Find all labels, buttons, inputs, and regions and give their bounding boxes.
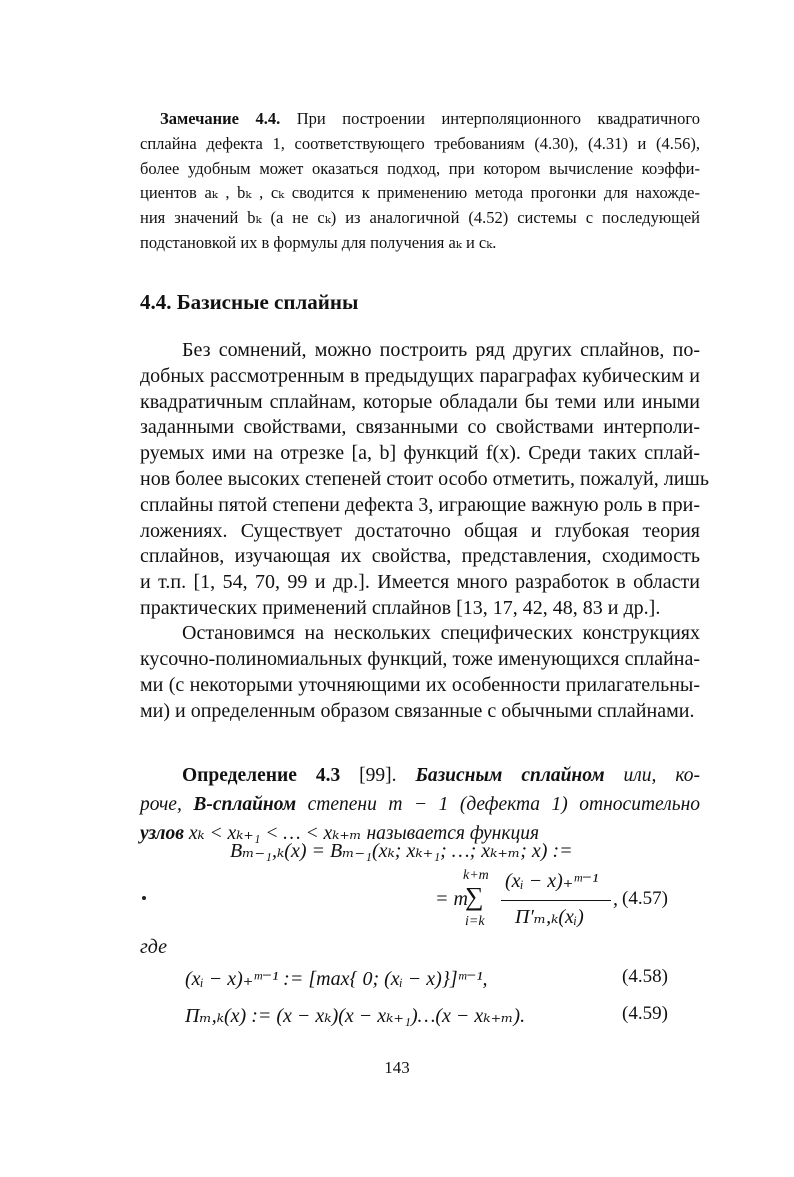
formula-4-58: (xᵢ − x)₊ᵐ⁻¹ := [max{ 0; (xᵢ − x)}]ᵐ⁻¹, xyxy=(185,968,488,990)
definition-4-3 xyxy=(140,761,700,848)
sum-upper-limit: k+m xyxy=(463,868,489,883)
definition-text: роче, xyxy=(140,794,194,815)
definition-term: Базисным сплайном xyxy=(415,765,605,786)
fraction-numerator: (xᵢ − x)₊ᵐ⁻¹ xyxy=(505,870,599,892)
definition-line xyxy=(140,790,700,819)
definition-line xyxy=(140,761,700,790)
remark-line: более удобным может оказаться подход, при котором вычисление коэффи- xyxy=(140,158,700,178)
definition-term: B-сплайном xyxy=(193,794,297,815)
formula-4-59: Πₘ,ₖ(x) := (x − xₖ)(x − xₖ₊₁)…(x − xₖ₊ₘ). xyxy=(185,1005,526,1027)
text-line: ложениях. Существует достаточно общая и глубокая теория xyxy=(140,519,700,542)
remark-title: Замечание 4.4. xyxy=(160,109,281,128)
equation-number: (4.58) xyxy=(622,966,668,987)
comma: , xyxy=(613,888,618,910)
definition-label: Определение 4.3 xyxy=(182,765,341,786)
page-number: 143 xyxy=(384,1058,410,1077)
formula-4-57-line2 xyxy=(435,868,618,938)
remark-line: Замечание 4.4. При построении интерполяционного квадратичного xyxy=(160,109,700,128)
fraction-denominator: Π′ₘ,ₖ(xᵢ) xyxy=(515,906,584,928)
remark-line: циентов aₖ , bₖ , cₖ сводится к применению метода прогонки для нахожде- xyxy=(140,183,700,203)
equation-number: (4.59) xyxy=(622,1003,668,1024)
where-label: где xyxy=(140,936,168,958)
text-line: добных рассмотренным в предыдущих параграфах кубическим и xyxy=(140,364,700,387)
definition-term: узлов xyxy=(140,823,184,844)
paragraph-2 xyxy=(140,620,700,724)
text-line: Остановимся на нескольких специфических конструкциях xyxy=(182,622,700,644)
text-line: заданными свойствами, связанными со свойствами интерполи- xyxy=(140,416,700,439)
paragraph-1 xyxy=(140,338,709,622)
text-line: сплайнов, изучающая их свойства, представления, сходимость xyxy=(140,545,700,568)
text-line: руемых ими на отрезке [a, b] функций f(x). Среди таких сплай- xyxy=(140,442,700,465)
remark-4-4 xyxy=(140,107,700,256)
text-line: нов более высоких степеней стоит особо отметить, пожалуй, лишь xyxy=(140,467,709,490)
definition-text: xₖ < xₖ₊₁ < … < xₖ₊ₘ называется функция xyxy=(184,823,540,844)
text-line: кусочно-полиномиальных функций, тоже именующихся сплайна- xyxy=(140,648,700,670)
definition-text: степени m − 1 (дефекта 1) относительно xyxy=(296,794,700,815)
text-line: квадратичным сплайнам, которые обладали бы теми или иными xyxy=(140,390,700,413)
sum-symbol: ∑ xyxy=(465,882,484,911)
text-line: ми (с некоторыми уточняющими их особенности прилагательны- xyxy=(140,674,700,696)
scan-speck xyxy=(142,896,146,900)
text-line: сплайны пятой степени дефекта 3, играющие важную роль в при- xyxy=(140,493,700,516)
text-line: и т.п. [1, 54, 70, 99 и др.]. Имеется много разработок в области xyxy=(140,571,700,594)
definition-ref: [99]. xyxy=(340,765,416,786)
definition-text: или, ко- xyxy=(604,765,700,786)
remark-line: сплайна дефекта 1, соответствующего требованиям (4.30), (4.31) и (4.56), xyxy=(140,133,700,153)
fraction-bar xyxy=(501,900,611,901)
formula-prefix: = m xyxy=(435,888,468,910)
section-heading: 4.4. Базисные сплайны xyxy=(140,290,359,314)
remark-line: подстановкой их в формулы для получения aₖ и cₖ. xyxy=(140,232,497,252)
text-line: Без сомнений, можно построить ряд других сплайнов, по- xyxy=(182,339,700,361)
text-line: ми) и определенным образом связанные с обычными сплайнами. xyxy=(140,700,695,722)
equation-number: (4.57) xyxy=(622,888,668,909)
text-line: практических применений сплайнов [13, 17, 42, 48, 83 и др.]. xyxy=(140,596,661,619)
formula-4-57-line1: Bₘ₋₁,ₖ(x) = Bₘ₋₁(xₖ; xₖ₊₁; …; xₖ₊ₘ; x) := xyxy=(230,840,573,862)
remark-line: ния значений bₖ (а не cₖ) из аналогичной (4.52) системы с последующей xyxy=(140,208,700,228)
sum-lower-limit: i=k xyxy=(465,914,485,929)
